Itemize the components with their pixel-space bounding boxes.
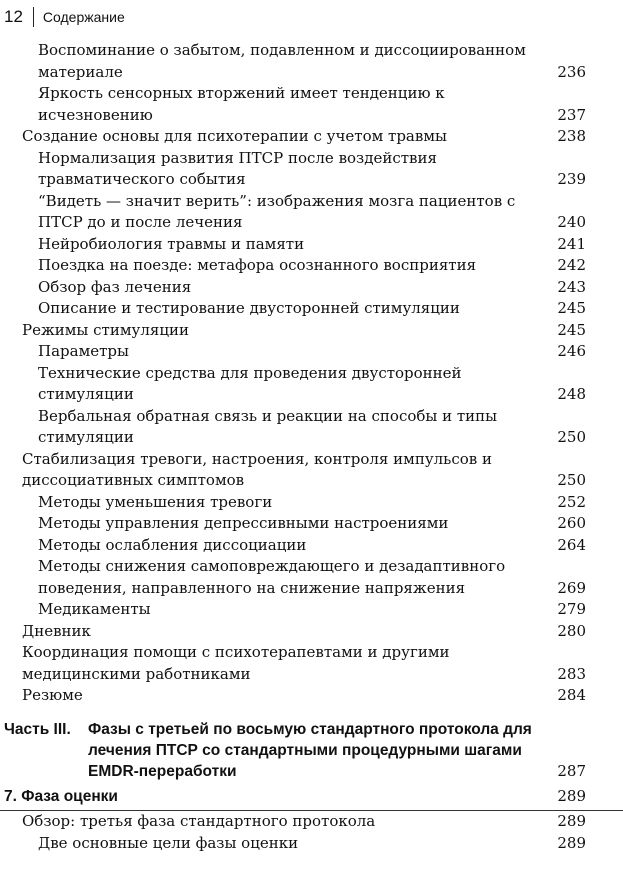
chapter-title: 7. Фаза оценки bbox=[4, 787, 118, 805]
toc-entry-title: Режимы стимуляции bbox=[22, 320, 189, 339]
toc-entry-page: 246 bbox=[557, 342, 586, 360]
page-number: 12 bbox=[4, 7, 23, 26]
toc-entry-title: Обзор: третья фаза стандартного протокола bbox=[22, 812, 376, 830]
toc-entry-page: 260 bbox=[557, 514, 586, 532]
toc-entry-title: Обзор фаз лечения bbox=[38, 277, 192, 296]
toc-entry[interactable] bbox=[0, 341, 623, 363]
toc-entry[interactable] bbox=[0, 83, 623, 126]
toc-entry-page: 245 bbox=[557, 299, 586, 317]
toc-entries-top bbox=[0, 40, 623, 707]
toc-entry-page: 279 bbox=[557, 600, 586, 618]
toc-entry-title: Создание основы для психотерапии с учетом травмы bbox=[22, 127, 447, 145]
toc-entry[interactable] bbox=[0, 234, 623, 256]
toc-entry-page: 289 bbox=[557, 833, 586, 852]
toc-part-entry[interactable] bbox=[0, 719, 623, 782]
toc-entry-title: Методы снижения самоповреждающего и дезадаптивного поведения, направленного на снижение напряжения bbox=[38, 557, 506, 597]
toc-entry-page: 243 bbox=[557, 277, 586, 296]
toc-entry[interactable] bbox=[0, 685, 623, 707]
toc-entry-title: Стабилизация тревоги, настроения, контроля импульсов и диссоциативных симптомов bbox=[22, 449, 492, 489]
toc-entry-title: Две основные цели фазы оценки bbox=[38, 833, 299, 852]
part-label: Часть III. bbox=[4, 720, 71, 738]
toc-entry-title: Нормализация развития ПТСР после воздействия травматического события bbox=[38, 148, 437, 188]
toc-entry-title: Методы управления депрессивными настроениями bbox=[38, 514, 449, 532]
header-divider bbox=[33, 7, 34, 27]
toc-entry-page: 252 bbox=[557, 492, 586, 511]
toc-entry[interactable] bbox=[0, 40, 623, 83]
toc-entry-page: 241 bbox=[557, 234, 586, 253]
toc-entry[interactable] bbox=[0, 492, 623, 514]
toc-entry-title: Описание и тестирование двусторонней стимуляции bbox=[38, 299, 460, 317]
toc-entry[interactable] bbox=[0, 621, 623, 643]
toc-entry-page: 245 bbox=[557, 320, 586, 339]
toc-entry[interactable] bbox=[0, 363, 623, 406]
toc-entry-title: Нейробиология травмы и памяти bbox=[38, 234, 305, 253]
toc-entry-page: 280 bbox=[557, 621, 586, 640]
toc-entry[interactable] bbox=[0, 811, 623, 833]
toc-entry[interactable] bbox=[0, 449, 623, 492]
part-page-number: 287 bbox=[557, 761, 586, 780]
table-of-contents bbox=[0, 40, 623, 854]
toc-entry[interactable] bbox=[0, 255, 623, 277]
toc-entry-title: Медикаменты bbox=[38, 600, 151, 618]
page-header bbox=[0, 6, 125, 28]
toc-entry[interactable] bbox=[0, 126, 623, 148]
toc-entry-title: Методы уменьшения тревоги bbox=[38, 492, 273, 511]
toc-entry[interactable] bbox=[0, 513, 623, 535]
toc-entry-title: Резюме bbox=[22, 686, 83, 704]
section-title: Содержание bbox=[42, 9, 125, 25]
toc-entry[interactable] bbox=[0, 191, 623, 234]
toc-entry-title: Яркость сенсорных вторжений имеет тенденцию к исчезновению bbox=[38, 84, 445, 124]
toc-entry-title: Параметры bbox=[38, 342, 129, 360]
toc-chapter-entry[interactable] bbox=[0, 786, 623, 812]
toc-entry-page: 237 bbox=[557, 105, 586, 124]
toc-entry[interactable] bbox=[0, 298, 623, 320]
toc-entries-bottom bbox=[0, 811, 623, 854]
part-title: Фазы с третьей по восьмую стандартного протокола для лечения ПТСР со стандартными процедурными шагами EMDR-переработки bbox=[88, 720, 532, 780]
toc-entry[interactable] bbox=[0, 556, 623, 599]
toc-entry-page: 289 bbox=[557, 812, 586, 830]
toc-entry-title: Методы ослабления диссоциации bbox=[38, 535, 307, 554]
toc-entry-page: 236 bbox=[557, 62, 586, 81]
toc-entry-title: Поездка на поезде: метафора осознанного восприятия bbox=[38, 256, 477, 274]
toc-entry-title: “Видеть — значит верить”: изображения мозга пациентов с ПТСР до и после лечения bbox=[38, 191, 516, 231]
toc-entry-page: 239 bbox=[557, 170, 586, 188]
toc-entry-page: 269 bbox=[557, 578, 586, 597]
toc-entry-title: Вербальная обратная связь и реакции на способы и типы стимуляции bbox=[38, 406, 498, 446]
toc-entry[interactable] bbox=[0, 406, 623, 449]
toc-entry-title: Технические средства для проведения двусторонней стимуляции bbox=[38, 363, 462, 403]
toc-entry[interactable] bbox=[0, 320, 623, 342]
toc-entry-page: 242 bbox=[557, 256, 586, 274]
toc-entry-page: 284 bbox=[557, 686, 586, 704]
toc-entry-page: 248 bbox=[557, 385, 586, 403]
toc-entry[interactable] bbox=[0, 277, 623, 299]
toc-entry[interactable] bbox=[0, 599, 623, 621]
toc-entry-page: 250 bbox=[557, 471, 586, 489]
toc-entry[interactable] bbox=[0, 833, 623, 855]
toc-entry-page: 250 bbox=[557, 428, 586, 446]
chapter-page-number: 289 bbox=[557, 786, 586, 805]
toc-entry[interactable] bbox=[0, 535, 623, 557]
toc-entry-title: Координация помощи с психотерапевтами и другими медицинскими работниками bbox=[22, 643, 450, 683]
toc-entry-page: 264 bbox=[557, 535, 586, 554]
toc-entry-page: 240 bbox=[557, 213, 586, 231]
toc-entry-title: Дневник bbox=[22, 621, 91, 640]
toc-entry[interactable] bbox=[0, 642, 623, 685]
toc-entry[interactable] bbox=[0, 148, 623, 191]
toc-entry-page: 238 bbox=[557, 127, 586, 145]
toc-entry-page: 283 bbox=[557, 664, 586, 683]
toc-entry-title: Воспоминание о забытом, подавленном и диссоциированном материале bbox=[38, 41, 526, 81]
